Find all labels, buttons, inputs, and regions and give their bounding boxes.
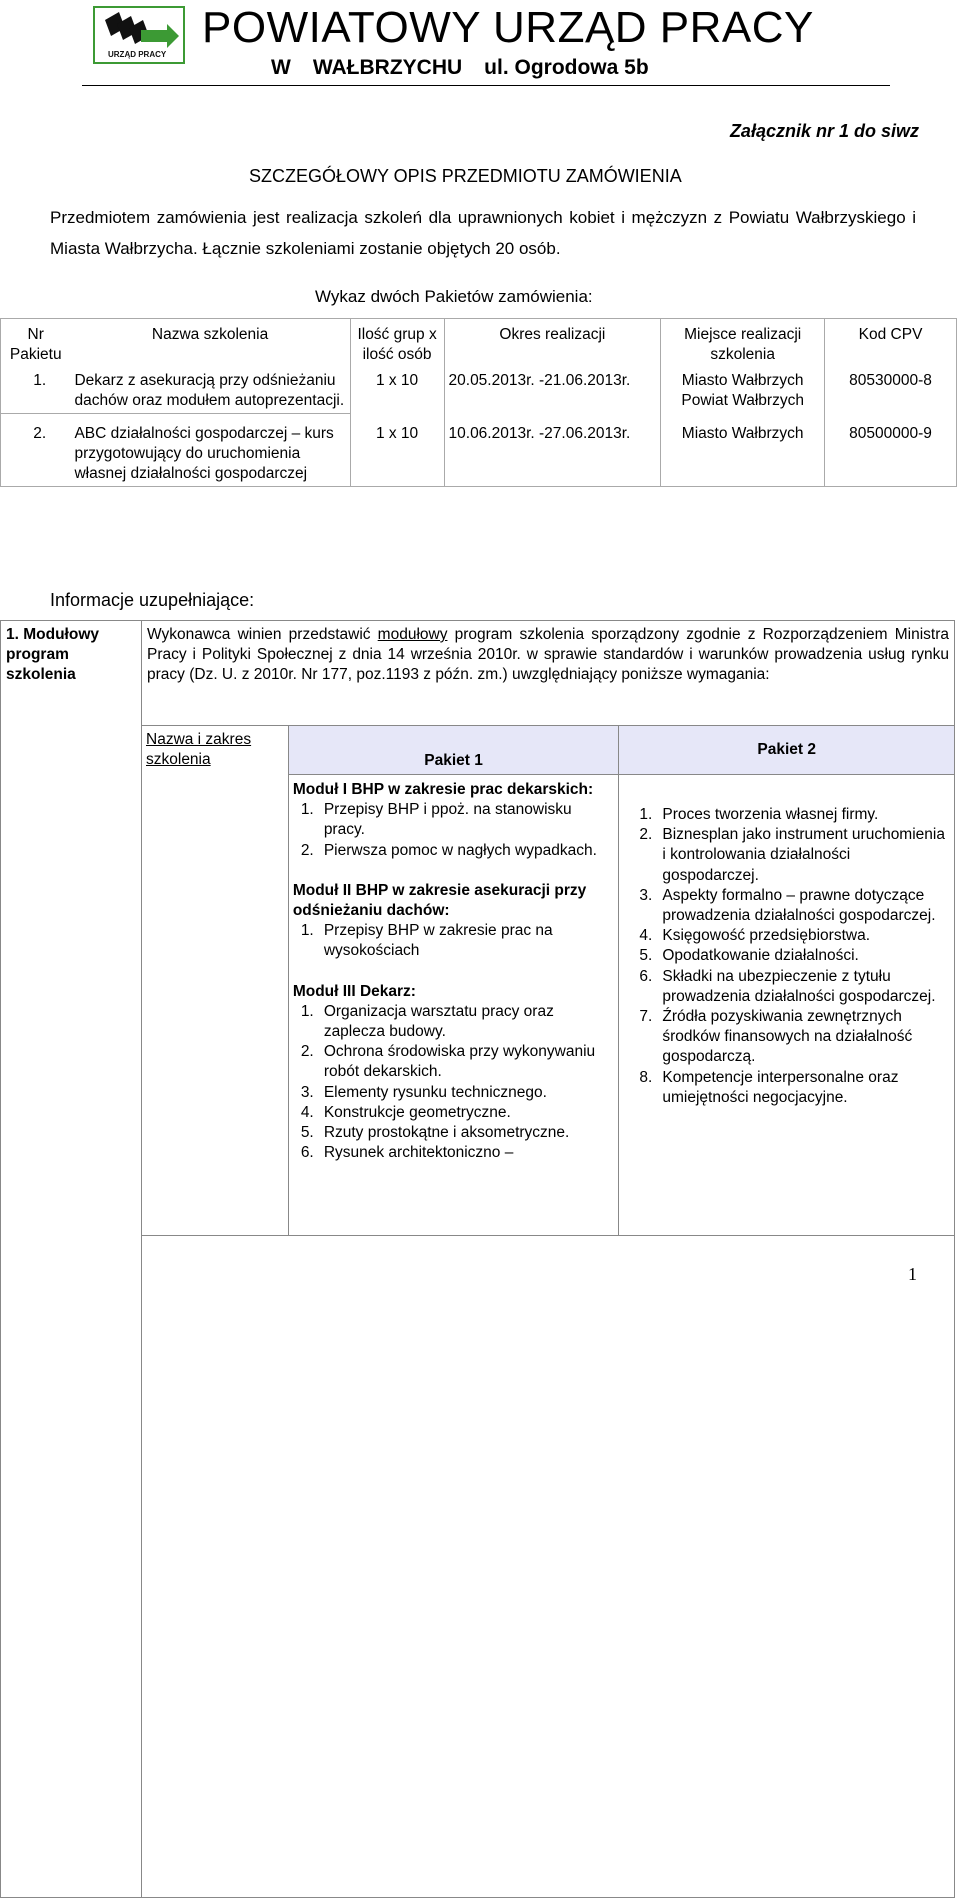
col-name: Nazwa szkolenia [70,319,350,370]
list-item: 4. Konstrukcje geometryczne. [300,1103,511,1121]
program-col-label-text: Nazwa i zakres szkolenia [146,731,252,769]
list-item: 1. Przepisy BHP i ppoż. na stanowisku pracy. [300,801,572,839]
document-heading: SZCZEGÓŁOWY OPIS PRZEDMIOTU ZAMÓWIENIA [249,166,682,186]
module-block [293,780,615,861]
info-text-b: program szkolenia sporządzony zgodnie z Rozporządzeniem Ministra Pracy i Polityki Społecznej z dnia 14 września 2010r. w sprawie standardów i warunków prowadzenia usług rynku pracy (Dz. U. z 2010r. Nr 177, poz.1193 z późn. zm.) uwzględniający poniższe wymagania: [147,626,949,683]
module-list [293,800,615,861]
pakiet2-header: Pakiet 2 [619,726,955,775]
list-item: 1. Organizacja warsztatu pracy oraz zaplecza budowy. [300,1002,554,1041]
row-name: Dekarz z asekuracją przy odśnieżaniu dachów oraz modułem autoprezentacji. [70,369,350,414]
list-item: 2. Biznesplan jako instrument uruchomienia i kontrolowania działalności gospodarczej. [639,826,945,884]
row-groups: 1 x 10 [350,414,444,487]
module-list [293,1002,615,1164]
packages-header-row [1,319,957,370]
col-groups: Ilość grup x ilość osób [350,319,444,370]
row-nr: 2. [1,414,71,487]
office-address [271,56,671,80]
module-title: Moduł III Dekarz: [292,982,416,1000]
module-title: Moduł II BHP w zakresie asekuracji przy odśnieżaniu dachów: [292,881,587,920]
list-item: 6. Rysunek architektoniczno – [300,1144,514,1162]
row-name: ABC działalności gospodarczej – kurs przygotowujący do uruchomienia własnej działalności gospodarczej [70,414,350,487]
row-period: 10.06.2013r. -27.06.2013r. [444,414,661,487]
list-item: 2. Ochrona środowiska przy wykonywaniu robót dekarskich. [300,1043,596,1081]
list-item: 5. Opodatkowanie działalności. [639,947,859,965]
office-title: POWIATOWY URZĄD PRACY [202,3,814,52]
info-text-a: Wykonawca winien przedstawić [147,626,371,643]
row-nr: 1. [1,369,71,414]
program-col-label [142,726,289,1236]
row-groups: 1 x 10 [350,369,444,414]
col-nr: Nr Pakietu [1,319,71,370]
row-place: Miasto Wałbrzych [661,414,825,487]
pakiet2-content [619,775,955,1236]
module-title: Moduł I BHP w zakresie prac dekarskich: [292,781,594,798]
col-cpv: Kod CPV [825,319,957,370]
packages-table [0,318,957,487]
list-item: 6. Składki na ubezpieczenie z tytułu prowadzenia działalności gospodarczej. [639,967,936,1005]
info-title: Informacje uzupełniające: [50,590,255,610]
logo-text: URZĄD PRACY [108,50,167,59]
pakiet2-list [623,805,950,1108]
list-item: 1. Przepisy BHP w zakresie prac na wysokościach [300,922,553,960]
annex-label: Załącznik nr 1 do siwz [729,121,919,141]
list-item: 8. Kompetencje interpersonalne oraz umiejętności negocjacyjne. [639,1068,899,1106]
subtitle-addr: ul. Ogrodowa 5b [484,56,649,79]
info-label: 1. Modułowy program szkolenia [1,621,142,1898]
list-item: 2. Pierwsza pomoc w nagłych wypadkach. [300,841,597,859]
page-number: 1 [908,1264,917,1284]
program-header-row [142,726,955,775]
subtitle-city: WAŁBRZYCHU [312,56,463,79]
list-item: 7. Źródła pozyskiwania zewnętrznych środków finansowych na działalność gospodarczą. [639,1008,913,1066]
table-row [1,369,957,414]
logo-graphic [95,8,183,62]
module-list [293,921,615,961]
intro-paragraph: Przedmiotem zamówienia jest realizacja szkoleń dla uprawnionych kobiet i mężczyzn z Powiatu Wałbrzyskiego i Miasta Wałbrzycha. Łącznie szkoleniami zostanie objętych 20 osób. [50,208,916,258]
row-cpv: 80530000-8 [825,369,957,414]
logo [93,6,185,64]
row-place: Miasto Wałbrzych Powiat Wałbrzych [661,369,825,414]
pakiet1-content [288,775,619,1236]
col-period: Okres realizacji [444,319,661,370]
packages-title: Wykaz dwóch Pakietów zamówienia: [315,287,593,306]
list-item: 5. Rzuty prostokątne i aksometryczne. [300,1124,570,1142]
table-row [1,414,957,487]
subtitle-w: W [271,56,291,79]
pakiet1-header: Pakiet 1 [288,726,619,775]
list-item: 3. Aspekty formalno – prawne dotyczące prowadzenia działalności gospodarczej. [639,886,936,925]
list-item: 3. Elementy rysunku technicznego. [300,1083,547,1101]
header-divider [82,85,890,86]
list-item: 4. Księgowość przedsiębiorstwa. [639,927,870,945]
list-item: 1. Proces tworzenia własnej firmy. [639,806,879,823]
row-cpv: 80500000-9 [825,414,957,487]
program-table [141,725,955,1236]
row-period: 20.05.2013r. -21.06.2013r. [448,372,631,389]
col-place: Miejsce realizacji szkolenia [661,319,825,370]
info-text-underlined: modułowy [377,626,448,643]
module-block [293,982,615,1164]
module-block [293,881,615,962]
